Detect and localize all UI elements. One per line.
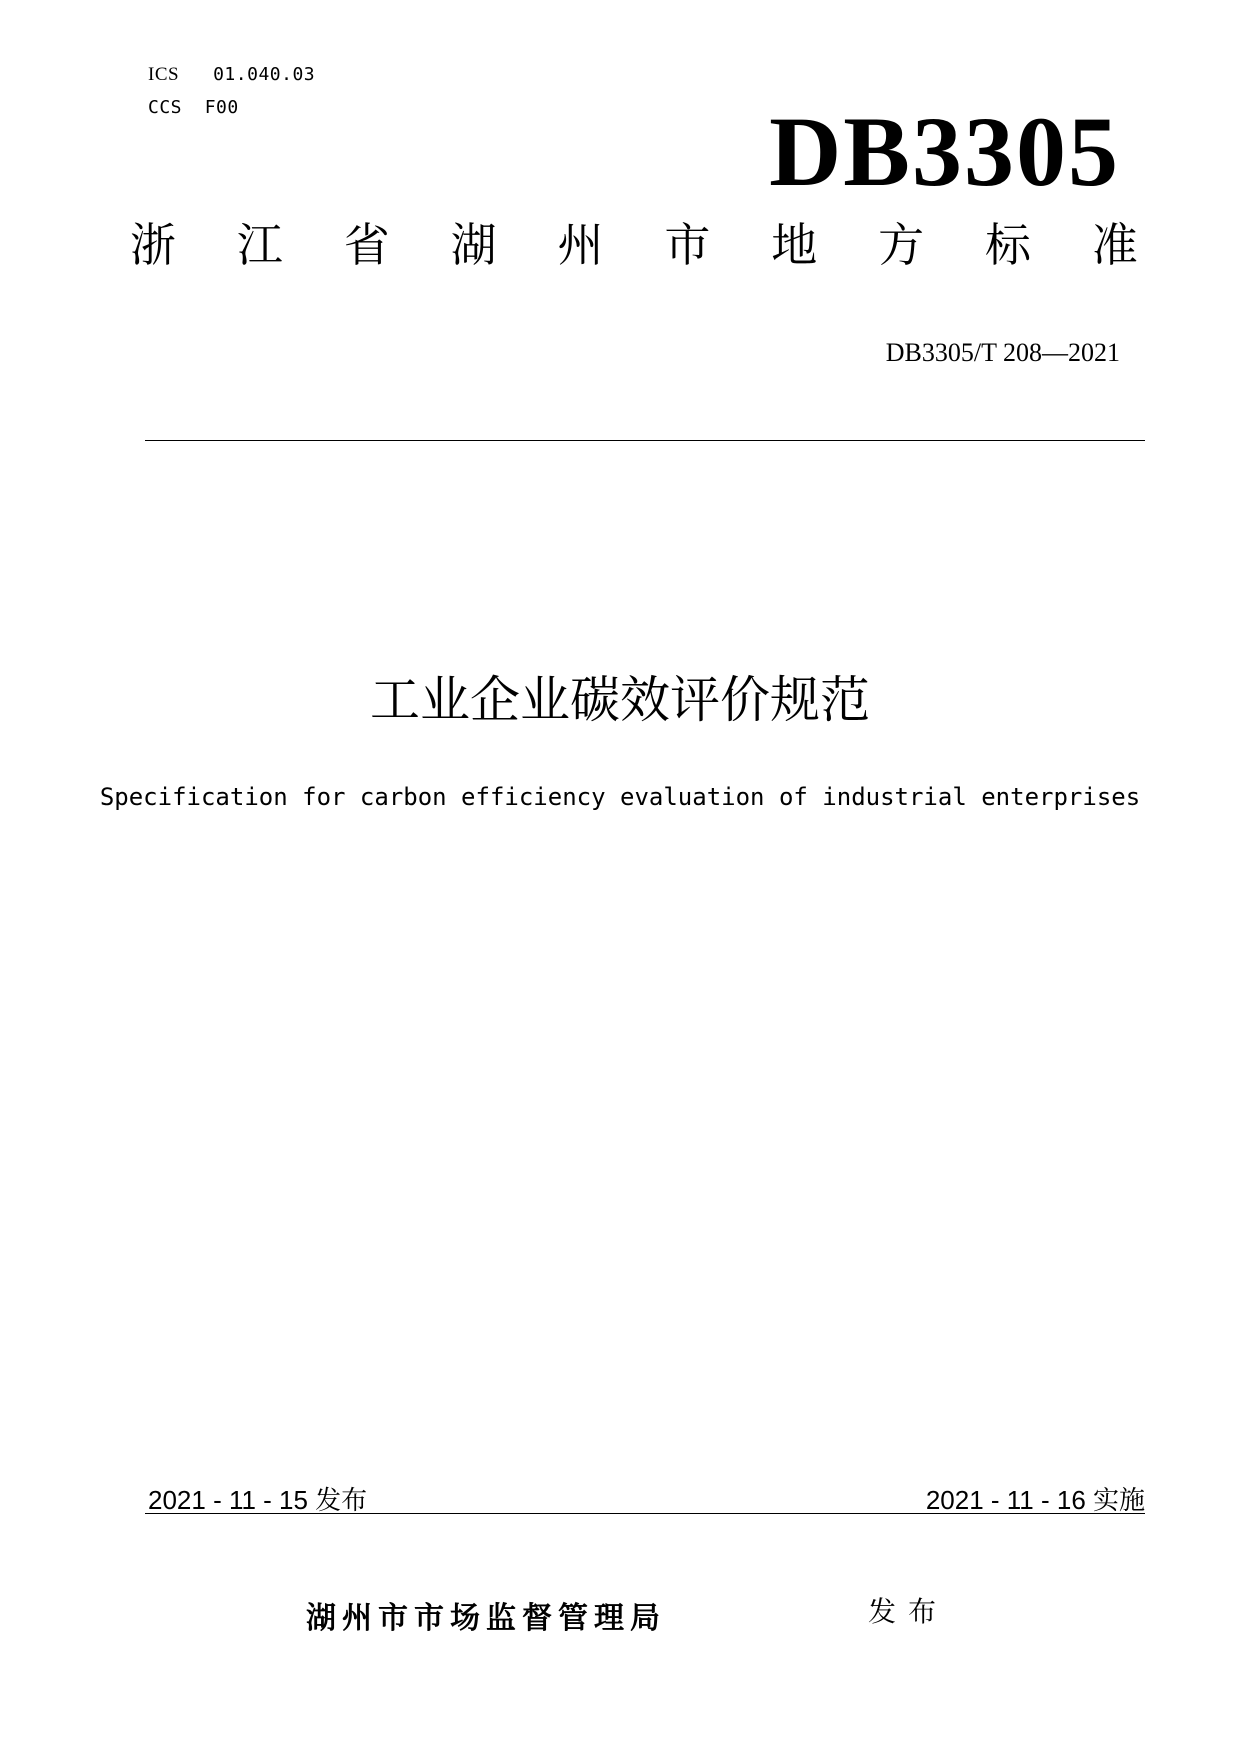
ccs-value: F00 — [204, 97, 239, 118]
issuing-authority: 湖州市市场监督管理局 — [306, 1601, 666, 1636]
standard-level — [130, 218, 1138, 272]
implementation-date: 2021 - 11 - 16 实施 — [925, 1485, 1145, 1515]
header-divider — [145, 440, 1145, 441]
standard-level-char: 市 — [664, 218, 711, 272]
standard-level-char: 省 — [343, 218, 390, 272]
ccs-label: CCS — [148, 97, 183, 118]
db-code: DB3305 — [769, 96, 1120, 207]
standard-level-char: 州 — [557, 218, 604, 272]
standard-number: DB3305/T 208—2021 — [885, 338, 1120, 367]
document-title-english: Specification for carbon efficiency evaluation of industrial enterprises — [99, 783, 1141, 811]
standard-level-char: 方 — [878, 218, 925, 272]
footer-divider — [145, 1513, 1145, 1514]
standard-level-char: 地 — [771, 218, 818, 272]
standard-level-char: 浙 — [130, 218, 176, 272]
standard-level-char: 江 — [236, 218, 283, 272]
ccs-classification — [148, 97, 239, 118]
standard-level-char: 准 — [1091, 218, 1138, 272]
ics-classification — [148, 64, 315, 86]
standard-level-char: 标 — [985, 218, 1031, 272]
publish-date: 2021 - 11 - 15 发布 — [148, 1485, 368, 1515]
standard-level-char: 湖 — [450, 218, 497, 272]
ics-value: 01.040.03 — [213, 64, 316, 85]
document-title-chinese: 工业企业碳效评价规范 — [370, 671, 870, 729]
ics-label: ICS — [148, 64, 180, 85]
issue-label: 发布 — [868, 1595, 949, 1628]
